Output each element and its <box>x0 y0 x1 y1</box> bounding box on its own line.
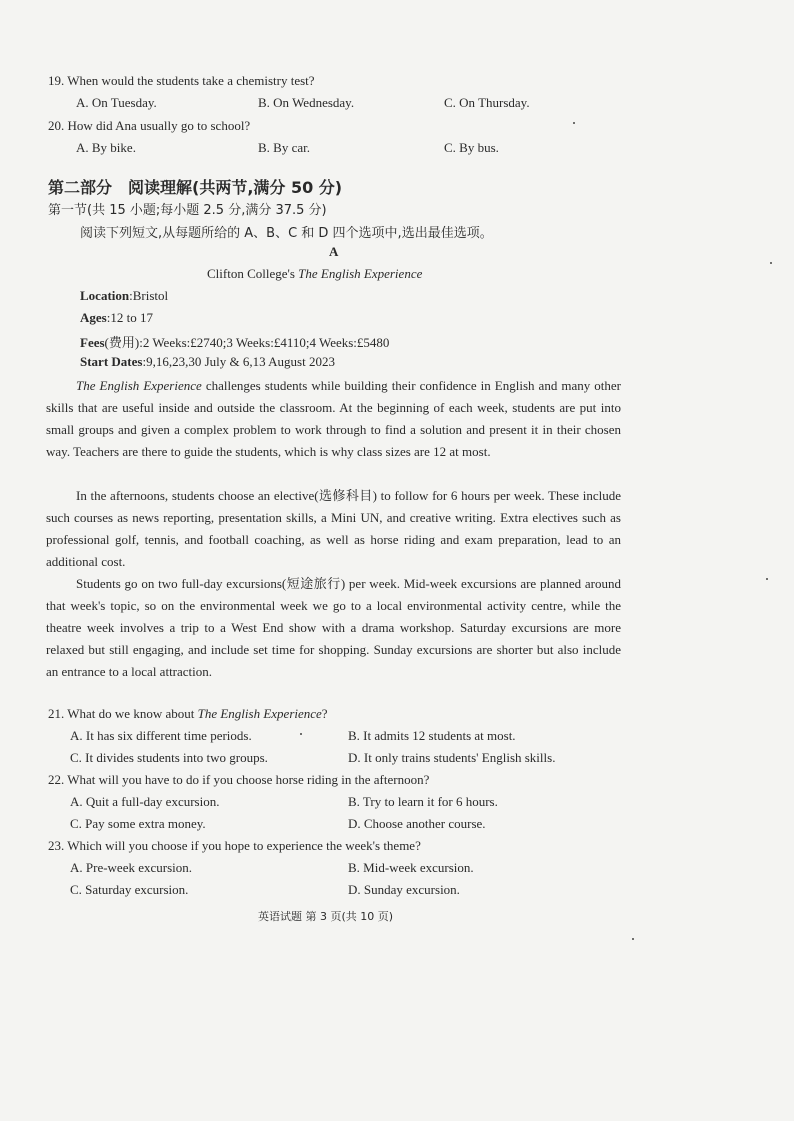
ages-label: Ages <box>80 310 107 325</box>
q19-option-c: C. On Thursday. <box>444 95 530 110</box>
q22-option-d: D. Choose another course. <box>348 816 486 831</box>
location-label: Location <box>80 288 130 303</box>
instruction-text: 阅读下列短文,从每题所给的 A、B、C 和 D 四个选项中,选出最佳选项。 <box>80 226 493 241</box>
q21-stem-prefix: 21. What do we know about <box>48 706 198 721</box>
article-title-prefix: Clifton College's <box>207 266 299 281</box>
q22-stem: 22. What will you have to do if you choose horse riding in the afternoon? <box>48 772 430 787</box>
paragraph-3 <box>46 573 621 683</box>
scan-speck <box>632 938 634 940</box>
paragraph-2-text: In the afternoons, students choose an elective(选修科目) to follow for 6 hours per week. These include such courses as news reporting, presentation skills, a Mini UN, and creative writing. Extra electives such as professional golf, tennis, and football coaching, as well as horse riding and exam preparation, lead to an additional cost. <box>46 488 621 569</box>
q23-option-c: C. Saturday excursion. <box>70 882 189 897</box>
part2-title: 第二部分 阅读理解(共两节,满分 50 分) <box>48 178 343 197</box>
paragraph-3-text: Students go on two full-day excursions(短途旅行) per week. Mid-week excursions are planned around that week's topic, so on the environmental week we go to a local environmental activity centre, while the theatre week involves a trip to a West End show with a drama workshop. Saturday excursions are more relaxed but still engaging, and include set time for shopping. Sunday excursions are shorter but also include an entrance to a local attraction. <box>46 576 621 679</box>
q21-stem-italic: The English Experience <box>197 706 322 721</box>
location-value: :Bristol <box>129 288 169 303</box>
ages-value: :12 to 17 <box>106 310 153 325</box>
page-footer: 英语试题 第 3 页(共 10 页) <box>258 910 394 923</box>
q21-stem-suffix: ? <box>321 706 328 721</box>
article-title <box>207 266 422 282</box>
q20-option-b: B. By car. <box>258 140 310 155</box>
info-fees <box>80 332 389 351</box>
info-ages <box>80 310 153 326</box>
fees-value: (费用):2 Weeks:£2740;3 Weeks:£4110;4 Weeks:£5480 <box>104 335 390 350</box>
q20-stem: 20. How did Ana usually go to school? <box>48 118 251 133</box>
section1-title: 第一节(共 15 小题;每小题 2.5 分,满分 37.5 分) <box>48 203 327 218</box>
passage-letter: A <box>329 244 339 259</box>
q21-stem <box>48 706 328 722</box>
q22-option-c: C. Pay some extra money. <box>70 816 206 831</box>
dates-value: :9,16,23,30 July & 6,13 August 2023 <box>142 354 335 369</box>
scan-speck <box>573 122 575 124</box>
q19-stem: 19. When would the students take a chemistry test? <box>48 73 315 88</box>
q19-option-a: A. On Tuesday. <box>76 95 157 110</box>
info-dates <box>80 354 335 370</box>
q20-option-c: C. By bus. <box>444 140 499 155</box>
q21-option-b: B. It admits 12 students at most. <box>348 728 516 743</box>
paragraph-1-text: challenges students while building their confidence in English and many other skills that are useful inside and outside the classroom. At the beginning of each week, students are put into small groups and given a complex problem to work through to find a solution and present it in their chosen way. Teachers are there to guide the students, which is why class sizes are 12 at most. <box>46 378 622 459</box>
q21-option-a: A. It has six different time periods. <box>70 728 252 743</box>
info-location <box>80 288 168 304</box>
q23-option-d: D. Sunday excursion. <box>348 882 460 897</box>
scan-speck <box>300 733 302 735</box>
paragraph-1-italic: The English Experience <box>76 378 202 393</box>
q23-option-b: B. Mid-week excursion. <box>348 860 474 875</box>
q23-stem: 23. Which will you choose if you hope to experience the week's theme? <box>48 838 421 853</box>
fees-label: Fees <box>80 335 105 350</box>
article-title-italic: The English Experience <box>298 266 423 281</box>
scan-speck <box>766 578 768 580</box>
q22-option-a: A. Quit a full-day excursion. <box>70 794 220 809</box>
dates-label: Start Dates <box>80 354 143 369</box>
q21-option-d: D. It only trains students' English skills. <box>348 750 556 765</box>
paragraph-1 <box>46 375 621 463</box>
scan-speck <box>770 262 772 264</box>
q22-option-b: B. Try to learn it for 6 hours. <box>348 794 498 809</box>
paragraph-2 <box>46 485 621 573</box>
q20-option-a: A. By bike. <box>76 140 136 155</box>
q23-option-a: A. Pre-week excursion. <box>70 860 193 875</box>
q19-option-b: B. On Wednesday. <box>258 95 355 110</box>
q21-option-c: C. It divides students into two groups. <box>70 750 268 765</box>
